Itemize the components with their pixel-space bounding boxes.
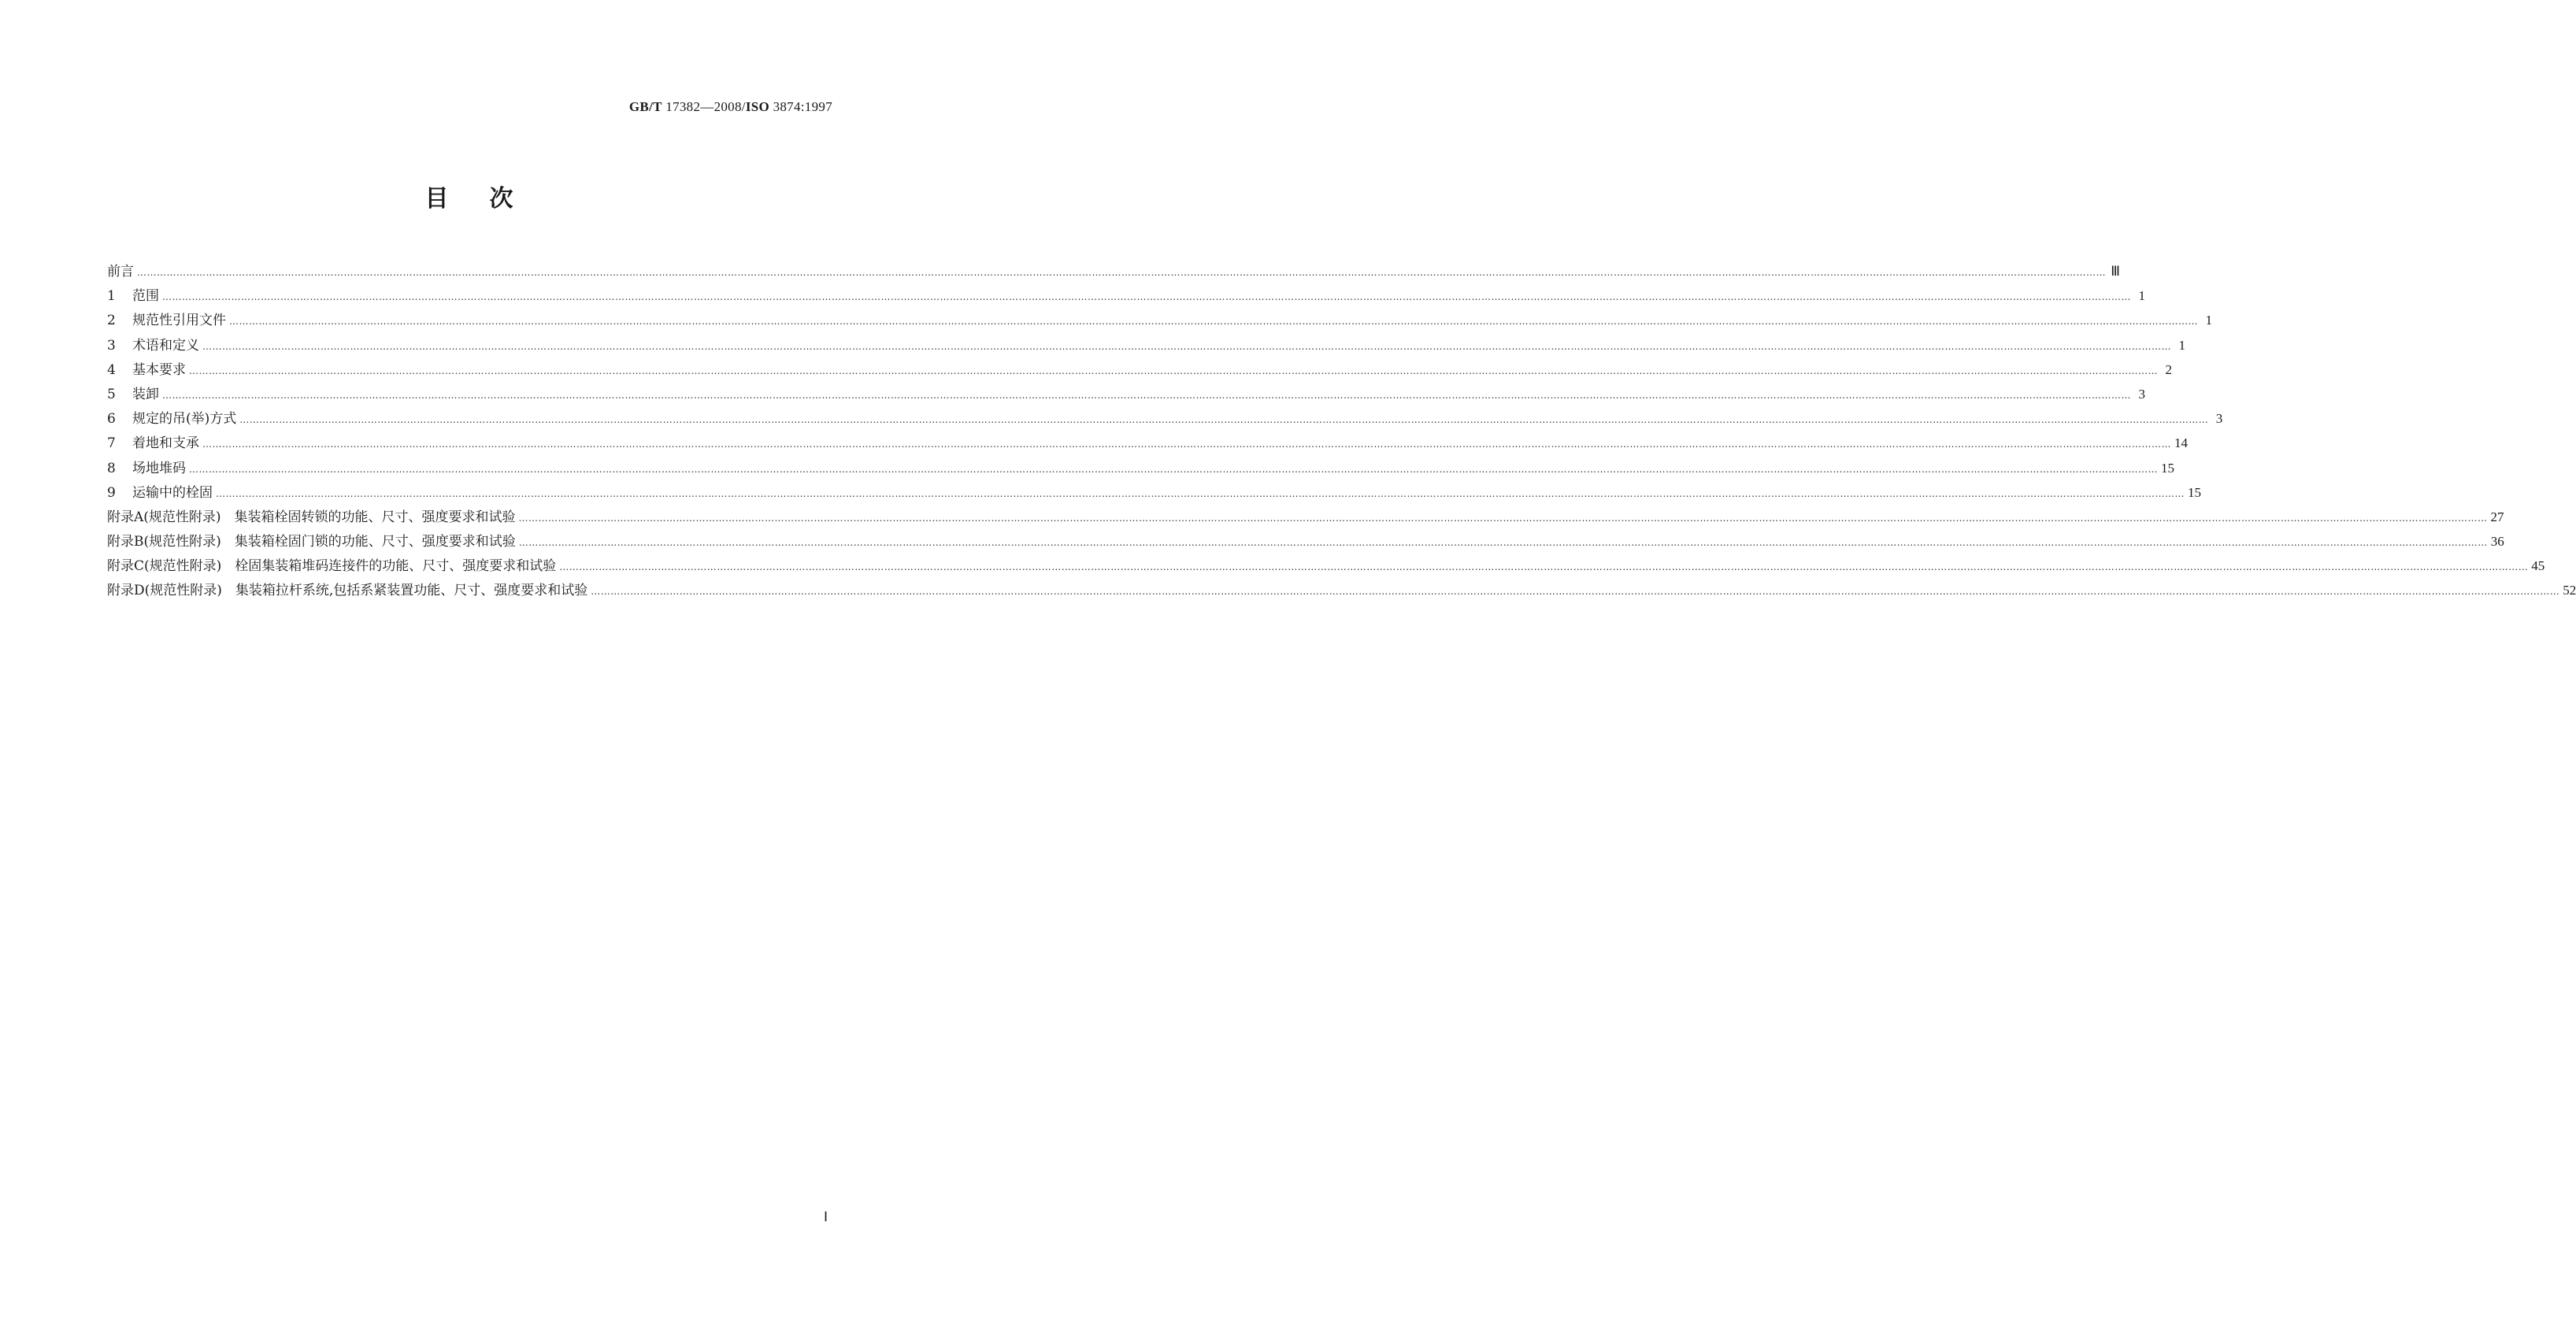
toc-entry-label [107, 334, 199, 358]
toc-entry-title: 运输中的栓固 [132, 484, 213, 501]
toc-entry-label [107, 579, 587, 603]
toc-entry-page: 2 [2165, 361, 2172, 377]
toc-entry-label [107, 284, 159, 309]
iso-number: 3874:1997 [769, 99, 832, 114]
toc-entry-page: 15 [2188, 484, 2201, 500]
toc-entry-title: 附录A(规范性附录) 集装箱栓固转锁的功能、尺寸、强度要求和试验 [107, 509, 516, 525]
toc-entry-number: 1 [107, 288, 116, 305]
toc-entry-page: 45 [2531, 558, 2545, 574]
toc-entry-number: 7 [107, 435, 116, 452]
toc-leader-dots: …………………………………………………………………………………………………………………………………………………………………………………………………………………………………………………………………………………………………………………………………………………………………………………………………………………………………………………………………………………………………………………………………………………… [239, 414, 2209, 426]
toc-entry-title: 附录B(规范性附录) 集装箱栓固门锁的功能、尺寸、强度要求和试验 [107, 534, 516, 550]
standard-number: 17382—2008/ [662, 99, 746, 114]
toc-entry[interactable] [107, 578, 2576, 602]
toc-leader-dots: …………………………………………………………………………………………………………………………………………………………………………………………………………………………………………………………………………………………………………………………………………………………………………………………………………………………………………………………………………………………………………………………………………………… [559, 561, 2529, 573]
toc-leader-dots: …………………………………………………………………………………………………………………………………………………………………………………………………………………………………………………………………………………………………………………………………………………………………………………………………………………………………………………………………………………………………………………………………………………… [229, 316, 2198, 328]
page-number: Ⅰ [823, 1209, 828, 1224]
toc-entry[interactable] [107, 529, 2504, 554]
toc-entry-page: 27 [2490, 509, 2504, 524]
toc-entry-title: 基本要求 [132, 361, 186, 378]
toc-entry-title: 附录C(规范性附录) 栓固集装箱堆码连接件的功能、尺寸、强度要求和试验 [107, 558, 557, 575]
toc-entry[interactable] [107, 259, 2120, 283]
toc-entry-title: 术语和定义 [132, 337, 199, 354]
toc-entry-title: 着地和支承 [132, 435, 199, 452]
toc-entry-page: Ⅲ [2111, 264, 2120, 279]
toc-entry-number: 3 [107, 337, 116, 354]
toc-entry-title: 附录D(规范性附录) 集装箱拉杆系统,包括系紧装置功能、尺寸、强度要求和试验 [107, 583, 588, 599]
toc-entry[interactable] [107, 554, 2545, 578]
toc-leader-dots: …………………………………………………………………………………………………………………………………………………………………………………………………………………………………………………………………………………………………………………………………………………………………………………………………………………………………………………………………………………………………………………………………………………… [591, 586, 2560, 598]
toc-entry-number: 6 [107, 411, 116, 428]
standard-code [629, 99, 832, 115]
toc-leader-dots: …………………………………………………………………………………………………………………………………………………………………………………………………………………………………………………………………………………………………………………………………………………………………………………………………………………………………………………………………………………………………………………………………………………… [216, 487, 2185, 499]
toc-entry-page: 14 [2174, 435, 2188, 451]
toc-entry-title: 范围 [132, 288, 159, 305]
toc-leader-dots: …………………………………………………………………………………………………………………………………………………………………………………………………………………………………………………………………………………………………………………………………………………………………………………………………………………………………………………………………………………………………………………………………………………… [162, 291, 2131, 303]
toc-entry-title: 场地堆码 [132, 460, 186, 476]
toc-leader-dots: …………………………………………………………………………………………………………………………………………………………………………………………………………………………………………………………………………………………………………………………………………………………………………………………………………………………………………………………………………………………………………………………………………………… [518, 512, 2488, 524]
toc-entry-number: 4 [107, 361, 116, 378]
toc-entry-number: 9 [107, 484, 116, 501]
toc-entry-label [107, 481, 213, 506]
toc-entry-page: 36 [2490, 534, 2504, 550]
toc-entry-page: 52 [2563, 583, 2576, 598]
toc-entry[interactable] [107, 333, 2185, 357]
toc-entry-label [107, 260, 134, 284]
toc-entry-page: 3 [2138, 386, 2145, 402]
toc-entry-label [107, 506, 516, 530]
toc-leader-dots: …………………………………………………………………………………………………………………………………………………………………………………………………………………………………………………………………………………………………………………………………………………………………………………………………………………………………………………………………………………………………………………………………………………… [189, 463, 2158, 475]
toc-entry-label [107, 554, 556, 579]
toc-entry-title: 规范性引用文件 [132, 313, 226, 329]
toc-entry-page: 1 [2205, 313, 2212, 328]
page-title: 目次 [424, 185, 554, 213]
toc-entry-label [107, 457, 186, 481]
toc-entry-label [107, 530, 516, 554]
toc-leader-dots: …………………………………………………………………………………………………………………………………………………………………………………………………………………………………………………………………………………………………………………………………………………………………………………………………………………………………………………………………………………………………………………………………………………… [162, 389, 2131, 401]
toc-leader-dots: …………………………………………………………………………………………………………………………………………………………………………………………………………………………………………………………………………………………………………………………………………………………………………………………………………………………………………………………………………………………………………………………………………………… [518, 537, 2488, 549]
toc-entry[interactable] [107, 382, 2145, 406]
toc-entry-page: 1 [2138, 288, 2145, 304]
toc-entry-title: 装卸 [132, 386, 159, 402]
toc-leader-dots: …………………………………………………………………………………………………………………………………………………………………………………………………………………………………………………………………………………………………………………………………………………………………………………………………………………………………………………………………………………………………………………………………………………… [137, 267, 2106, 278]
toc-leader-dots: …………………………………………………………………………………………………………………………………………………………………………………………………………………………………………………………………………………………………………………………………………………………………………………………………………………………………………………………………………………………………………………………………………………… [189, 365, 2158, 376]
toc-entry[interactable] [107, 480, 2201, 505]
toc-entry[interactable] [107, 283, 2145, 308]
toc-entry-label [107, 309, 226, 333]
toc-entry[interactable] [107, 456, 2174, 480]
toc-entry-number: 8 [107, 460, 116, 476]
toc-entry-number: 2 [107, 313, 116, 329]
iso-prefix: ISO [745, 99, 770, 114]
toc-entry[interactable] [107, 357, 2172, 382]
toc-leader-dots: …………………………………………………………………………………………………………………………………………………………………………………………………………………………………………………………………………………………………………………………………………………………………………………………………………………………………………………………………………………………………………………………………………………… [202, 439, 2171, 450]
toc-entry-number: 5 [107, 386, 116, 402]
toc-entry[interactable] [107, 406, 2223, 431]
toc-entry-title: 规定的吊(举)方式 [132, 411, 237, 428]
toc-entry-label [107, 383, 159, 407]
toc-entry-label [107, 358, 186, 383]
toc-entry-title: 前言 [107, 264, 134, 280]
table-of-contents [107, 259, 2576, 603]
toc-entry-label [107, 432, 199, 456]
standard-prefix: GB/T [628, 99, 662, 114]
toc-entry[interactable] [107, 308, 2212, 332]
toc-entry-page: 3 [2215, 411, 2223, 427]
toc-leader-dots: …………………………………………………………………………………………………………………………………………………………………………………………………………………………………………………………………………………………………………………………………………………………………………………………………………………………………………………………………………………………………………………………………………………… [202, 340, 2171, 352]
toc-entry[interactable] [107, 431, 2188, 455]
toc-entry-label [107, 407, 236, 432]
toc-entry-page: 15 [2161, 460, 2174, 476]
toc-entry-page: 1 [2178, 337, 2185, 353]
toc-entry[interactable] [107, 505, 2504, 529]
